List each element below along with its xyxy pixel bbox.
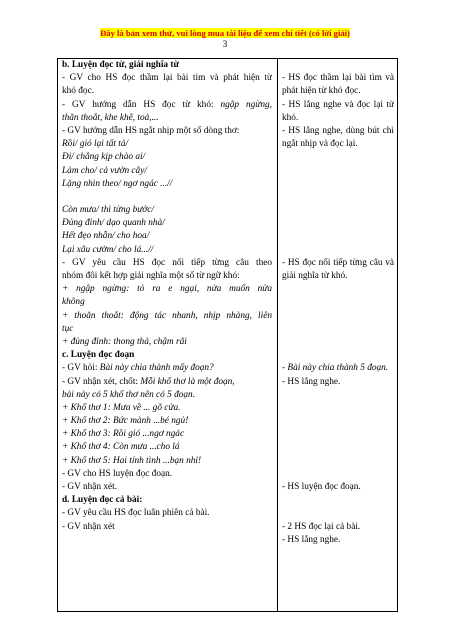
poem-line: Làm cho/ cả vườn cây/ (62, 165, 147, 176)
student-line: khó. (282, 112, 299, 123)
student-line: - Bài này chia thành 5 đoạn. (282, 363, 389, 374)
page-number: 3 (222, 39, 228, 49)
teacher-line: - GV nhận xét. (62, 482, 118, 492)
poem-line: Lại xâu cườm/ cho lá...// (62, 244, 154, 255)
glossary-line: + thoăn thoắt: động tác nhanh, nhịp nhàng, liên (62, 310, 272, 321)
student-activities-column (282, 59, 394, 547)
stanza-line: + Khổ thơ 2: Bức mành ...bé ngủ! (62, 416, 189, 427)
teacher-line: - GV hướng dẫn HS đọc từ khó: ngập ngừng, (62, 99, 272, 110)
teacher-line: nhóm đôi kết hợp giải nghĩa một số từ ngữ khó: (62, 271, 240, 281)
teacher-line: - GV nhận xét, chốt: Mỗi khổ thơ là một đoạn, (62, 376, 235, 387)
stanza-line: + Khổ thơ 1: Mưa về ... gõ cửa. (62, 402, 181, 413)
student-line: ngắt nhịp và đọc lại. (282, 139, 358, 150)
poem-line: Rồi/ gió lại tất tả/ (62, 139, 129, 150)
teacher-activities-column (62, 59, 272, 534)
student-line: - HS lắng nghe và đọc lại từ (282, 99, 394, 110)
column-divider (277, 59, 278, 611)
student-line: giải nghĩa từ khó. (282, 271, 348, 281)
teacher-line: - GV cho HS đọc thầm lại bài tìm và phát hiện từ (62, 73, 272, 84)
student-line: - HS đọc nối tiếp từng câu và (282, 257, 394, 268)
poem-line: Đi/ chẳng kịp chào ai/ (62, 152, 146, 163)
poem-line: Đủng đỉnh/ dạo quanh nhà/ (62, 218, 165, 229)
spacer (62, 191, 272, 204)
poem-line: Hết đẹo nhẫn/ cho hoa/ (62, 231, 150, 242)
teacher-line: khó đọc. (62, 86, 95, 97)
preview-banner-text: Đây là bản xem thử, vui lòng mua tài liệu để xem chi tiết (có lời giải) (100, 28, 350, 38)
stanza-line: + Khổ thơ 5: Hai tính tình ...bạn nhỉ! (62, 455, 202, 466)
glossary-line: tục (62, 323, 74, 334)
teacher-line: - GV yêu cầu HS đọc nối tiếp từng câu theo (62, 257, 272, 268)
section-heading-whole-reading: d. Luyện đọc cả bài: (62, 495, 143, 506)
glossary-line: không (62, 297, 85, 308)
student-line: - 2 HS đọc lại cả bài. (282, 521, 361, 532)
student-line: - HS lắng nghe, dùng bút chì (282, 125, 394, 136)
student-line: - HS luyện đọc đoạn. (282, 482, 361, 492)
student-line: phát hiện từ khó đọc. (282, 86, 361, 97)
teacher-line: - GV yêu cầu HS đọc luân phiên cả bài. (62, 508, 210, 519)
teacher-line: - GV hướng dẫn HS ngắt nhịp một số dòng thơ: (62, 125, 240, 136)
poem-line: Còn mưa/ thì từng bước/ (62, 205, 154, 216)
teacher-line: bài này có 5 khổ thơ nên có 5 đoạn. (62, 389, 196, 400)
student-line: - HS lắng nghe. (282, 376, 341, 387)
teacher-line: - GV hỏi: Bài này chia thành mấy đoạn? (62, 363, 214, 374)
section-heading-word-reading: b. Luyện đọc từ, giải nghĩa từ (62, 60, 180, 70)
poem-line: Lặng nhìn theo/ ngơ ngác ...// (62, 178, 173, 189)
stanza-line: + Khổ thơ 4: Còn mưa ...cho lá (62, 442, 180, 453)
section-heading-paragraph-reading: c. Luyện đọc đoạn (62, 350, 135, 361)
teacher-line: - GV nhận xét (62, 521, 115, 532)
glossary-line: + ngập ngừng: tỏ ra e ngại, nửa muốn nửa (62, 284, 272, 295)
teacher-line: thăn thoắt, khe khẽ, toả,... (62, 112, 159, 123)
lesson-table (57, 58, 398, 612)
student-line: - HS đọc thầm lại bài tìm và (282, 73, 394, 84)
student-line: - HS lắng nghe. (282, 534, 341, 545)
glossary-line: + đủng đỉnh: thong thả, chậm rãi (62, 336, 187, 347)
stanza-line: + Khổ thơ 3: Rồi gió ...ngơ ngác (62, 429, 185, 440)
preview-banner (0, 28, 450, 38)
teacher-line: - GV cho HS luyện đọc đoạn. (62, 468, 173, 479)
